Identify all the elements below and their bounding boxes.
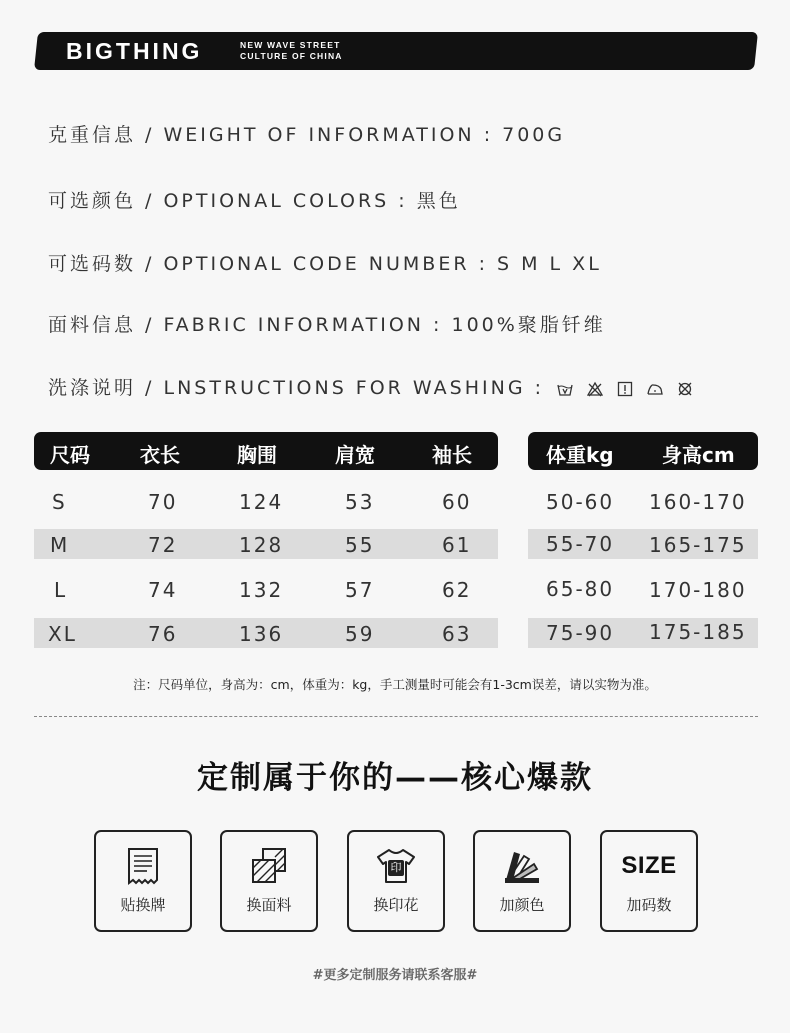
cell-size: M <box>50 533 70 557</box>
size-icon: SIZE <box>621 852 677 879</box>
fit-table-header <box>528 432 758 470</box>
footer-contact: #更多定制服务请联系客服# <box>312 968 478 983</box>
cell-weight: 65-80 <box>546 577 615 601</box>
cell-sleeve: 60 <box>442 490 472 514</box>
service-color <box>473 830 571 932</box>
tagline-line-1: NEW WAVE STREET <box>240 40 341 50</box>
header-sleeve: 袖长 <box>432 443 472 467</box>
no-dry-clean-icon <box>677 381 693 397</box>
service-label: 换印花 <box>373 896 419 914</box>
brand-logo: BIGTHING <box>66 38 203 64</box>
dashed-divider <box>34 716 758 717</box>
info-sizes: 可选码数 / OPTIONAL CODE NUMBER : S M L XL <box>48 253 602 275</box>
cell-chest: 128 <box>239 533 284 557</box>
service-tag <box>94 830 192 932</box>
cell-chest: 136 <box>239 622 284 646</box>
service-label: 换面料 <box>246 896 292 914</box>
cell-chest: 132 <box>239 578 284 602</box>
cell-size: XL <box>48 622 77 646</box>
cell-height: 175-185 <box>649 620 747 644</box>
service-label: 贴换牌 <box>120 896 166 914</box>
header-shoulder: 肩宽 <box>335 443 375 467</box>
service-label: 加颜色 <box>499 896 545 914</box>
service-label: 加码数 <box>626 896 672 914</box>
custom-title: 定制属于你的——核心爆款 <box>197 760 593 796</box>
cell-shoulder: 59 <box>345 622 375 646</box>
tumble-dry-icon <box>617 381 633 397</box>
cell-length: 76 <box>148 622 178 646</box>
info-fabric: 面料信息 / FABRIC INFORMATION : 100%聚脂钎维 <box>48 314 606 336</box>
iron-icon <box>647 381 663 397</box>
info-washing-row <box>48 373 693 400</box>
cell-height: 165-175 <box>649 533 747 557</box>
cell-height: 170-180 <box>649 578 747 602</box>
cell-size: L <box>54 578 68 602</box>
size-table-header <box>34 432 498 470</box>
cell-length: 74 <box>148 578 178 602</box>
brand-tagline <box>240 40 343 62</box>
info-colors: 可选颜色 / OPTIONAL COLORS : 黑色 <box>48 190 461 212</box>
print-badge: 印 <box>388 860 404 876</box>
cell-chest: 124 <box>239 490 284 514</box>
cell-length: 72 <box>148 533 178 557</box>
service-size <box>600 830 698 932</box>
cell-length: 70 <box>148 490 178 514</box>
cell-weight: 75-90 <box>546 621 615 645</box>
cell-size: S <box>52 490 67 514</box>
size-note: 注：尺码单位，身高为：cm，体重为：kg，手工测量时可能会有1-3cm误差，请以实物为准。 <box>133 677 657 692</box>
header-size: 尺码 <box>50 443 90 467</box>
cell-sleeve: 63 <box>442 622 472 646</box>
cell-sleeve: 61 <box>442 533 472 557</box>
color-swatch-icon <box>500 846 544 886</box>
cell-shoulder: 55 <box>345 533 375 557</box>
cell-shoulder: 53 <box>345 490 375 514</box>
tag-icon <box>125 846 161 886</box>
cell-sleeve: 62 <box>442 578 472 602</box>
header-height: 身高cm <box>662 443 735 467</box>
cell-height: 160-170 <box>649 490 747 514</box>
cell-weight: 50-60 <box>546 490 615 514</box>
header-chest: 胸围 <box>237 443 277 467</box>
no-bleach-icon <box>587 381 603 397</box>
fabric-icon <box>249 846 289 886</box>
info-weight: 克重信息 / WEIGHT OF INFORMATION : 700G <box>48 124 566 146</box>
header-weight: 体重kg <box>546 443 614 467</box>
cell-weight: 55-70 <box>546 532 615 556</box>
service-fabric <box>220 830 318 932</box>
service-print <box>347 830 445 932</box>
cell-shoulder: 57 <box>345 578 375 602</box>
info-washing: 洗涤说明 / LNSTRUCTIONS FOR WASHING : <box>48 377 544 399</box>
tshirt-print-icon <box>375 847 417 885</box>
tagline-line-2: CULTURE OF CHINA <box>240 51 343 61</box>
washing-icons <box>557 381 693 397</box>
hand-wash-icon <box>557 381 573 397</box>
header-length: 衣长 <box>140 443 180 467</box>
